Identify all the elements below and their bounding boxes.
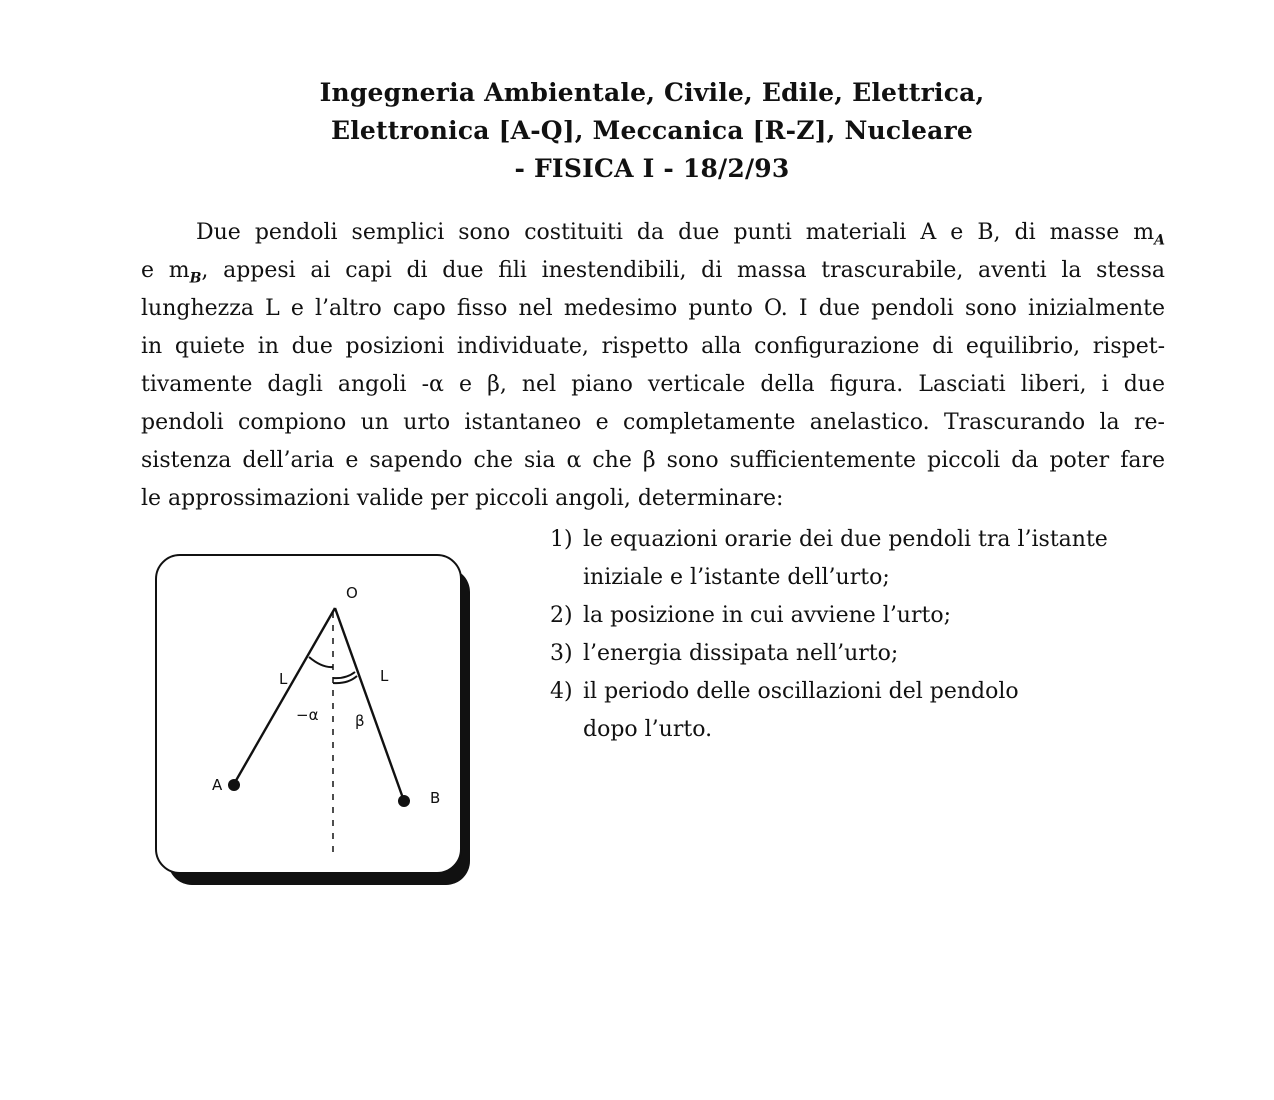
task-text: la posizione in cui avviene l’urto;	[583, 603, 951, 628]
task-text: il periodo delle oscillazioni del pendolo	[583, 679, 1019, 704]
label-l-left: L	[279, 670, 288, 688]
task-number: 2)	[550, 603, 573, 628]
mass-a	[228, 779, 240, 791]
problem-line-7: sistenza dell’aria e sapendo che sia α che β sono sufficientemente piccoli da poter fare	[141, 448, 1165, 473]
problem-line-8: le approssimazioni valide per piccoli angoli, determinare:	[141, 486, 784, 511]
subscript-b: B	[189, 270, 202, 287]
task-number: 3)	[550, 641, 573, 666]
header-line-1: Ingegneria Ambientale, Civile, Edile, Elettrica,	[319, 78, 985, 107]
label-a: A	[212, 776, 223, 794]
problem-line-3: lunghezza L e l’altro capo fisso nel medesimo punto O. I due pendoli sono inizialmente	[141, 296, 1165, 321]
task-item	[550, 521, 1170, 597]
label-b: B	[430, 789, 441, 807]
task-item	[550, 635, 1170, 673]
label-beta: β	[355, 712, 365, 730]
label-l-right: L	[380, 667, 389, 685]
task-item	[550, 673, 1170, 749]
task-text: le equazioni orarie dei due pendoli tra l’istante	[583, 527, 1108, 552]
subscript-a: A	[1154, 232, 1165, 249]
problem-line-2: e $m_B$, appesi ai capi di due fili inestendibili, di massa trascurabile, aventi la stessa	[141, 258, 1165, 287]
task-list	[550, 521, 1170, 749]
problem-line-5: tivamente dagli angoli -α e β, nel piano verticale della figura. Lasciati liberi, i due	[141, 372, 1165, 397]
task-item	[550, 597, 1170, 635]
label-alpha: −α	[296, 706, 319, 724]
problem-line-4: in quiete in due posizioni individuate, rispetto alla configurazione di equilibrio, rispet-	[141, 334, 1165, 359]
pendulum-diagram	[150, 550, 480, 895]
problem-line-6: pendoli compiono un urto istantaneo e completamente anelastico. Trascurando la re-	[141, 410, 1165, 435]
task-number: 4)	[550, 679, 573, 704]
header-line-2: Elettronica [A-Q], Meccanica [R-Z], Nucleare	[330, 116, 974, 145]
task-text-continued: dopo l’urto.	[583, 717, 713, 742]
problem-line-1: Due pendoli semplici sono costituiti da due punti materiali A e B, di masse $m_A$	[196, 220, 1165, 249]
task-number: 1)	[550, 527, 573, 552]
label-o: O	[346, 584, 358, 602]
task-text: l’energia dissipata nell’urto;	[583, 641, 899, 666]
problem-statement	[141, 214, 1165, 518]
exam-header	[0, 74, 1274, 188]
header-line-3: - FISICA I - 18/2/93	[514, 154, 790, 183]
pendulum-figure	[150, 550, 480, 895]
mass-b	[398, 795, 410, 807]
task-text-continued: iniziale e l’istante dell’urto;	[583, 565, 890, 590]
